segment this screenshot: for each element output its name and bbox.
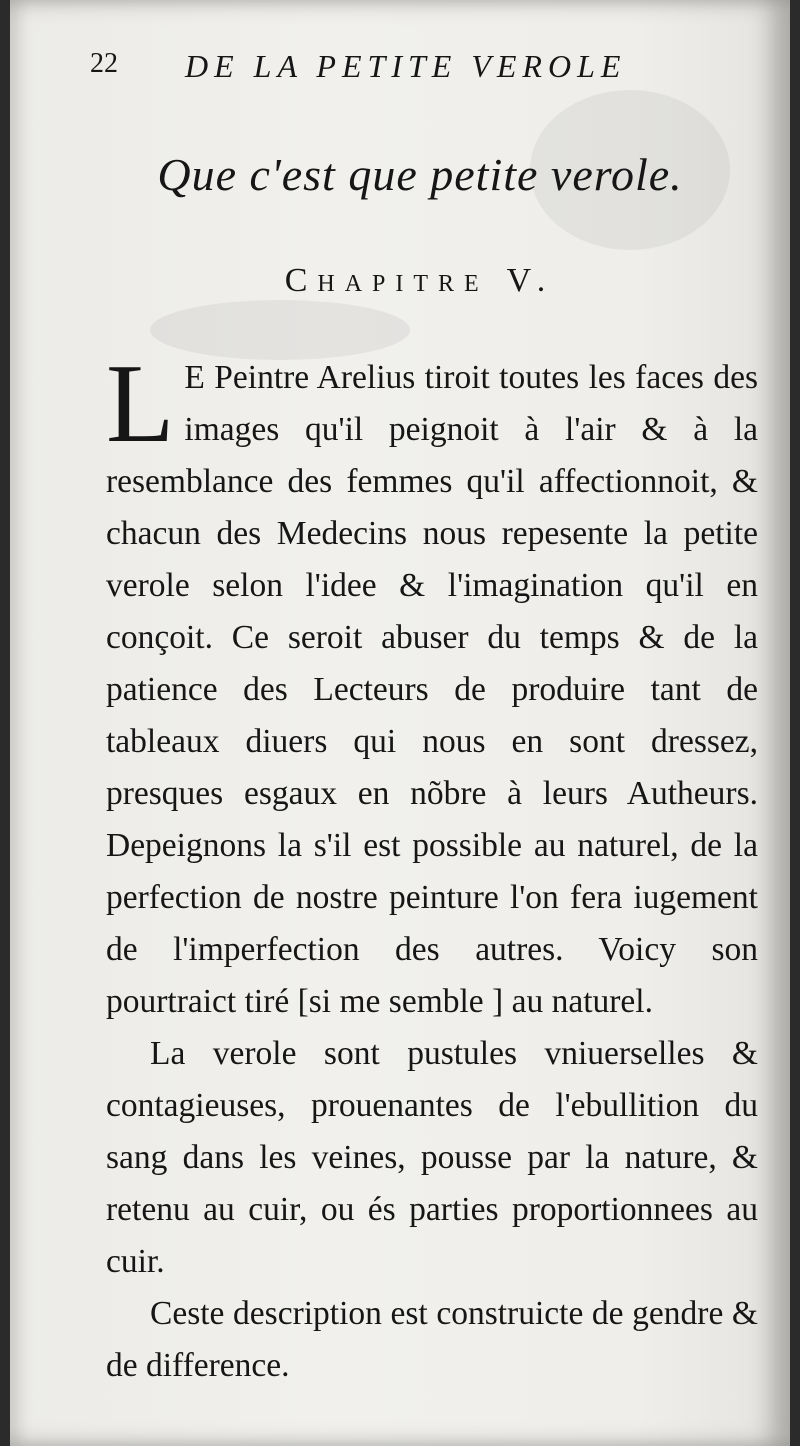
paragraph-3: Ceste description est construicte de gendre & de difference. — [106, 1295, 758, 1384]
paragraph-2: La verole sont pustules vniuerselles & contagieuses, prouenantes de l'ebullition du sang dans les veines, pousse par la nature, & retenu au cuir, ou és parties proportionnees au cuir. — [106, 1035, 758, 1280]
book-page — [10, 0, 790, 1446]
running-head — [10, 48, 790, 92]
chapter-title: Que c'est que petite verole. — [157, 149, 683, 200]
body-text — [106, 342, 758, 1392]
paragraph-1 — [106, 342, 758, 1028]
page-number: 22 — [90, 48, 118, 79]
paragraph-1-text: E Peintre Arelius tiroit toutes les faces des images qu'il peignoit à l'air & à la resemblance des femmes qu'il affectionnoit, & chacun des Medecins nous repesente la petite verole selon l'idee & l'imagination qu'il en conçoit. Ce seroit abuser du temps & de la patience des Lecteurs de produire tant de tableaux diuers qui nous en sont dressez, presques esgaux en nõbre à leurs Autheurs. Depeignons la s'il est possible au naturel, de la perfection de nostre peinture l'on fera iugement de l'imperfection des autres. Voicy son pourtraict tiré [si me semble ] au naturel. — [106, 359, 758, 1020]
drop-cap: L — [106, 342, 175, 466]
chapter-label: Chapitre V. — [284, 262, 556, 299]
ink-bleed — [150, 300, 410, 360]
running-title: DE LA PETITE VEROLE — [185, 48, 627, 84]
